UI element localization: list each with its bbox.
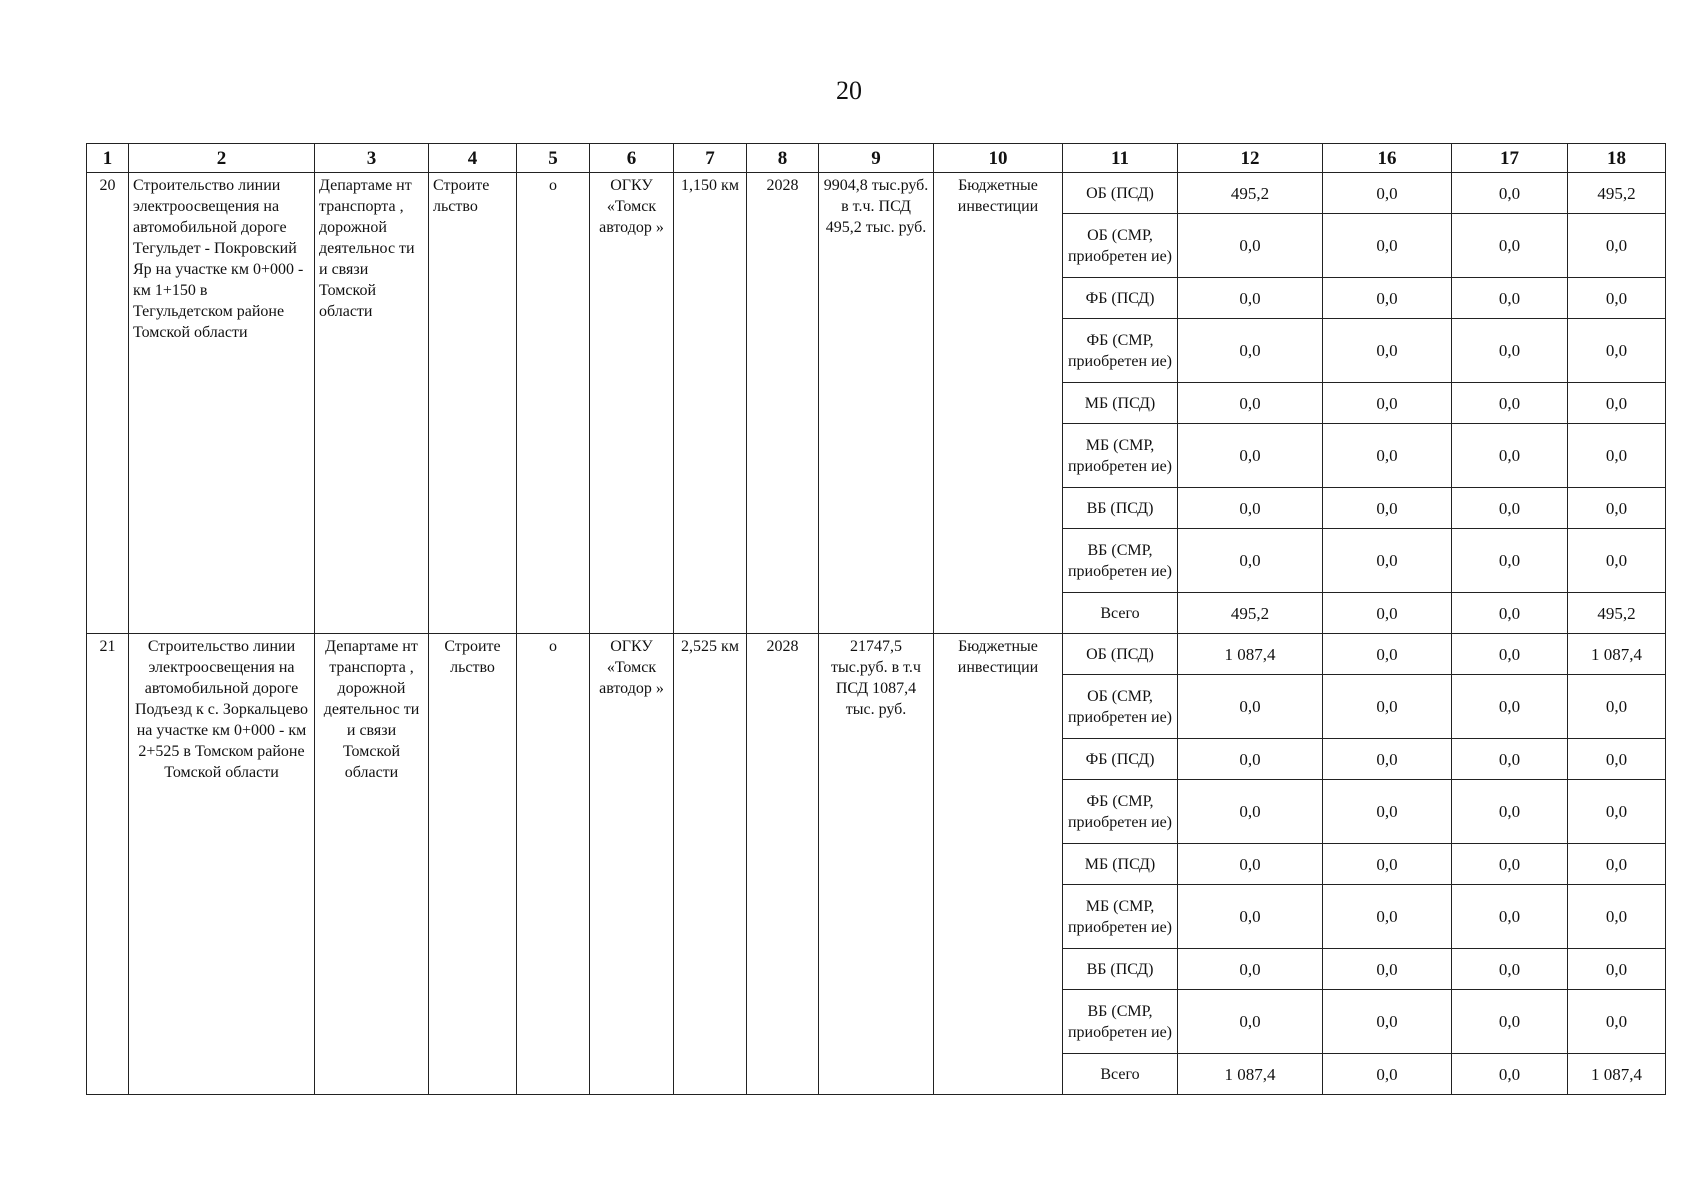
- value-col12: 0,0: [1178, 214, 1323, 278]
- value-col12: 495,2: [1178, 173, 1323, 214]
- value-col16: 0,0: [1323, 949, 1452, 990]
- value-col12: 0,0: [1178, 675, 1323, 739]
- value-col16: 0,0: [1323, 173, 1452, 214]
- value-col16: 0,0: [1323, 990, 1452, 1054]
- value-col18: 0,0: [1568, 319, 1666, 383]
- value-col18: 0,0: [1568, 424, 1666, 488]
- value-col16: 0,0: [1323, 675, 1452, 739]
- customer: ОГКУ «Томск автодор »: [590, 634, 674, 1095]
- value-col17: 0,0: [1452, 990, 1568, 1054]
- value-col16: 0,0: [1323, 488, 1452, 529]
- estimated-cost: 9904,8 тыс.руб. в т.ч. ПСД 495,2 тыс. руб.: [819, 173, 934, 634]
- header-col: 18: [1568, 144, 1666, 173]
- funding-source: ВБ (СМР, приобретен ие): [1063, 529, 1178, 593]
- value-col17: 0,0: [1452, 173, 1568, 214]
- value-col12: 0,0: [1178, 780, 1323, 844]
- funding-source: МБ (ПСД): [1063, 844, 1178, 885]
- value-col16: 0,0: [1323, 739, 1452, 780]
- value-col17: 0,0: [1452, 424, 1568, 488]
- value-col16: 0,0: [1323, 885, 1452, 949]
- value-col17: 0,0: [1452, 675, 1568, 739]
- col5-value: о: [517, 634, 590, 1095]
- funding-source: ОБ (СМР, приобретен ие): [1063, 214, 1178, 278]
- value-col12: 495,2: [1178, 593, 1323, 634]
- value-col16: 0,0: [1323, 319, 1452, 383]
- value-col17: 0,0: [1452, 529, 1568, 593]
- value-col16: 0,0: [1323, 634, 1452, 675]
- value-col17: 0,0: [1452, 278, 1568, 319]
- department: Департаме нт транспорта , дорожной деятельнос ти и связи Томской области: [315, 634, 429, 1095]
- investment-table: [86, 143, 1666, 1095]
- value-col12: 0,0: [1178, 990, 1323, 1054]
- value-col17: 0,0: [1452, 383, 1568, 424]
- capacity: 1,150 км: [674, 173, 747, 634]
- customer: ОГКУ «Томск автодор »: [590, 173, 674, 634]
- value-col18: 0,0: [1568, 949, 1666, 990]
- value-col16: 0,0: [1323, 214, 1452, 278]
- funding-source-total: Всего: [1063, 1054, 1178, 1095]
- value-col18: 0,0: [1568, 990, 1666, 1054]
- value-col17: 0,0: [1452, 1054, 1568, 1095]
- header-col: 7: [674, 144, 747, 173]
- value-col16: 0,0: [1323, 424, 1452, 488]
- funding-source: МБ (ПСД): [1063, 383, 1178, 424]
- header-row: [87, 144, 1666, 173]
- funding-source: ФБ (СМР, приобретен ие): [1063, 319, 1178, 383]
- year: 2028: [747, 634, 819, 1095]
- value-col17: 0,0: [1452, 780, 1568, 844]
- value-col12: 0,0: [1178, 885, 1323, 949]
- funding-source: ВБ (ПСД): [1063, 949, 1178, 990]
- value-col12: 0,0: [1178, 319, 1323, 383]
- value-col12: 0,0: [1178, 424, 1323, 488]
- value-col12: 0,0: [1178, 844, 1323, 885]
- funding-source: ОБ (СМР, приобретен ие): [1063, 675, 1178, 739]
- value-col16: 0,0: [1323, 1054, 1452, 1095]
- funding-source: ВБ (СМР, приобретен ие): [1063, 990, 1178, 1054]
- header-col: 2: [129, 144, 315, 173]
- funding-source: ВБ (ПСД): [1063, 488, 1178, 529]
- value-col17: 0,0: [1452, 488, 1568, 529]
- value-col18: 0,0: [1568, 529, 1666, 593]
- value-col16: 0,0: [1323, 780, 1452, 844]
- header-col: 4: [429, 144, 517, 173]
- value-col16: 0,0: [1323, 593, 1452, 634]
- table-row: [87, 173, 1666, 214]
- value-col16: 0,0: [1323, 383, 1452, 424]
- header-col: 5: [517, 144, 590, 173]
- work-type: Строите льство: [429, 634, 517, 1095]
- value-col17: 0,0: [1452, 739, 1568, 780]
- capacity: 2,525 км: [674, 634, 747, 1095]
- object-name: Строительство линии электроосвещения на автомобильной дороге Подъезд к с. Зоркальцево на участке км 0+000 - км 2+525 в Томском районе Томской области: [129, 634, 315, 1095]
- value-col16: 0,0: [1323, 844, 1452, 885]
- header-col: 17: [1452, 144, 1568, 173]
- page-number: 20: [836, 76, 862, 105]
- value-col18: 0,0: [1568, 739, 1666, 780]
- funding-source: ФБ (ПСД): [1063, 739, 1178, 780]
- work-type: Строите льство: [429, 173, 517, 634]
- value-col18: 1 087,4: [1568, 634, 1666, 675]
- value-col18: 0,0: [1568, 675, 1666, 739]
- value-col18: 0,0: [1568, 780, 1666, 844]
- value-col17: 0,0: [1452, 319, 1568, 383]
- funding-source: ОБ (ПСД): [1063, 173, 1178, 214]
- investment-form: Бюджетные инвестиции: [934, 173, 1063, 634]
- value-col17: 0,0: [1452, 593, 1568, 634]
- funding-source-total: Всего: [1063, 593, 1178, 634]
- header-col: 9: [819, 144, 934, 173]
- value-col12: 1 087,4: [1178, 634, 1323, 675]
- record-number: 20: [87, 173, 129, 634]
- funding-source: МБ (СМР, приобретен ие): [1063, 885, 1178, 949]
- value-col17: 0,0: [1452, 844, 1568, 885]
- header-col: 16: [1323, 144, 1452, 173]
- funding-source: ФБ (ПСД): [1063, 278, 1178, 319]
- value-col18: 1 087,4: [1568, 1054, 1666, 1095]
- header-col: 1: [87, 144, 129, 173]
- value-col18: 0,0: [1568, 214, 1666, 278]
- value-col12: 0,0: [1178, 949, 1323, 990]
- value-col17: 0,0: [1452, 634, 1568, 675]
- investment-form: Бюджетные инвестиции: [934, 634, 1063, 1095]
- value-col16: 0,0: [1323, 529, 1452, 593]
- record-number: 21: [87, 634, 129, 1095]
- header-col: 11: [1063, 144, 1178, 173]
- value-col12: 0,0: [1178, 488, 1323, 529]
- header-col: 6: [590, 144, 674, 173]
- value-col12: 1 087,4: [1178, 1054, 1323, 1095]
- value-col17: 0,0: [1452, 949, 1568, 990]
- value-col17: 0,0: [1452, 214, 1568, 278]
- value-col18: 0,0: [1568, 383, 1666, 424]
- header-col: 10: [934, 144, 1063, 173]
- value-col18: 495,2: [1568, 593, 1666, 634]
- value-col16: 0,0: [1323, 278, 1452, 319]
- object-name: Строительство линии электроосвещения на автомобильной дороге Тегульдет - Покровский Яр на участке км 0+000 - км 1+150 в Тегульдетском районе Томской области: [129, 173, 315, 634]
- value-col17: 0,0: [1452, 885, 1568, 949]
- header-col: 8: [747, 144, 819, 173]
- year: 2028: [747, 173, 819, 634]
- value-col18: 0,0: [1568, 278, 1666, 319]
- header-col: 12: [1178, 144, 1323, 173]
- value-col12: 0,0: [1178, 383, 1323, 424]
- value-col18: 495,2: [1568, 173, 1666, 214]
- value-col12: 0,0: [1178, 278, 1323, 319]
- funding-source: МБ (СМР, приобретен ие): [1063, 424, 1178, 488]
- col5-value: о: [517, 173, 590, 634]
- value-col18: 0,0: [1568, 488, 1666, 529]
- value-col18: 0,0: [1568, 885, 1666, 949]
- header-col: 3: [315, 144, 429, 173]
- funding-source: ФБ (СМР, приобретен ие): [1063, 780, 1178, 844]
- value-col12: 0,0: [1178, 529, 1323, 593]
- estimated-cost: 21747,5 тыс.руб. в т.ч ПСД 1087,4 тыс. руб.: [819, 634, 934, 1095]
- value-col18: 0,0: [1568, 844, 1666, 885]
- funding-source: ОБ (ПСД): [1063, 634, 1178, 675]
- department: Департаме нт транспорта , дорожной деятельнос ти и связи Томской области: [315, 173, 429, 634]
- value-col12: 0,0: [1178, 739, 1323, 780]
- table-row: [87, 634, 1666, 675]
